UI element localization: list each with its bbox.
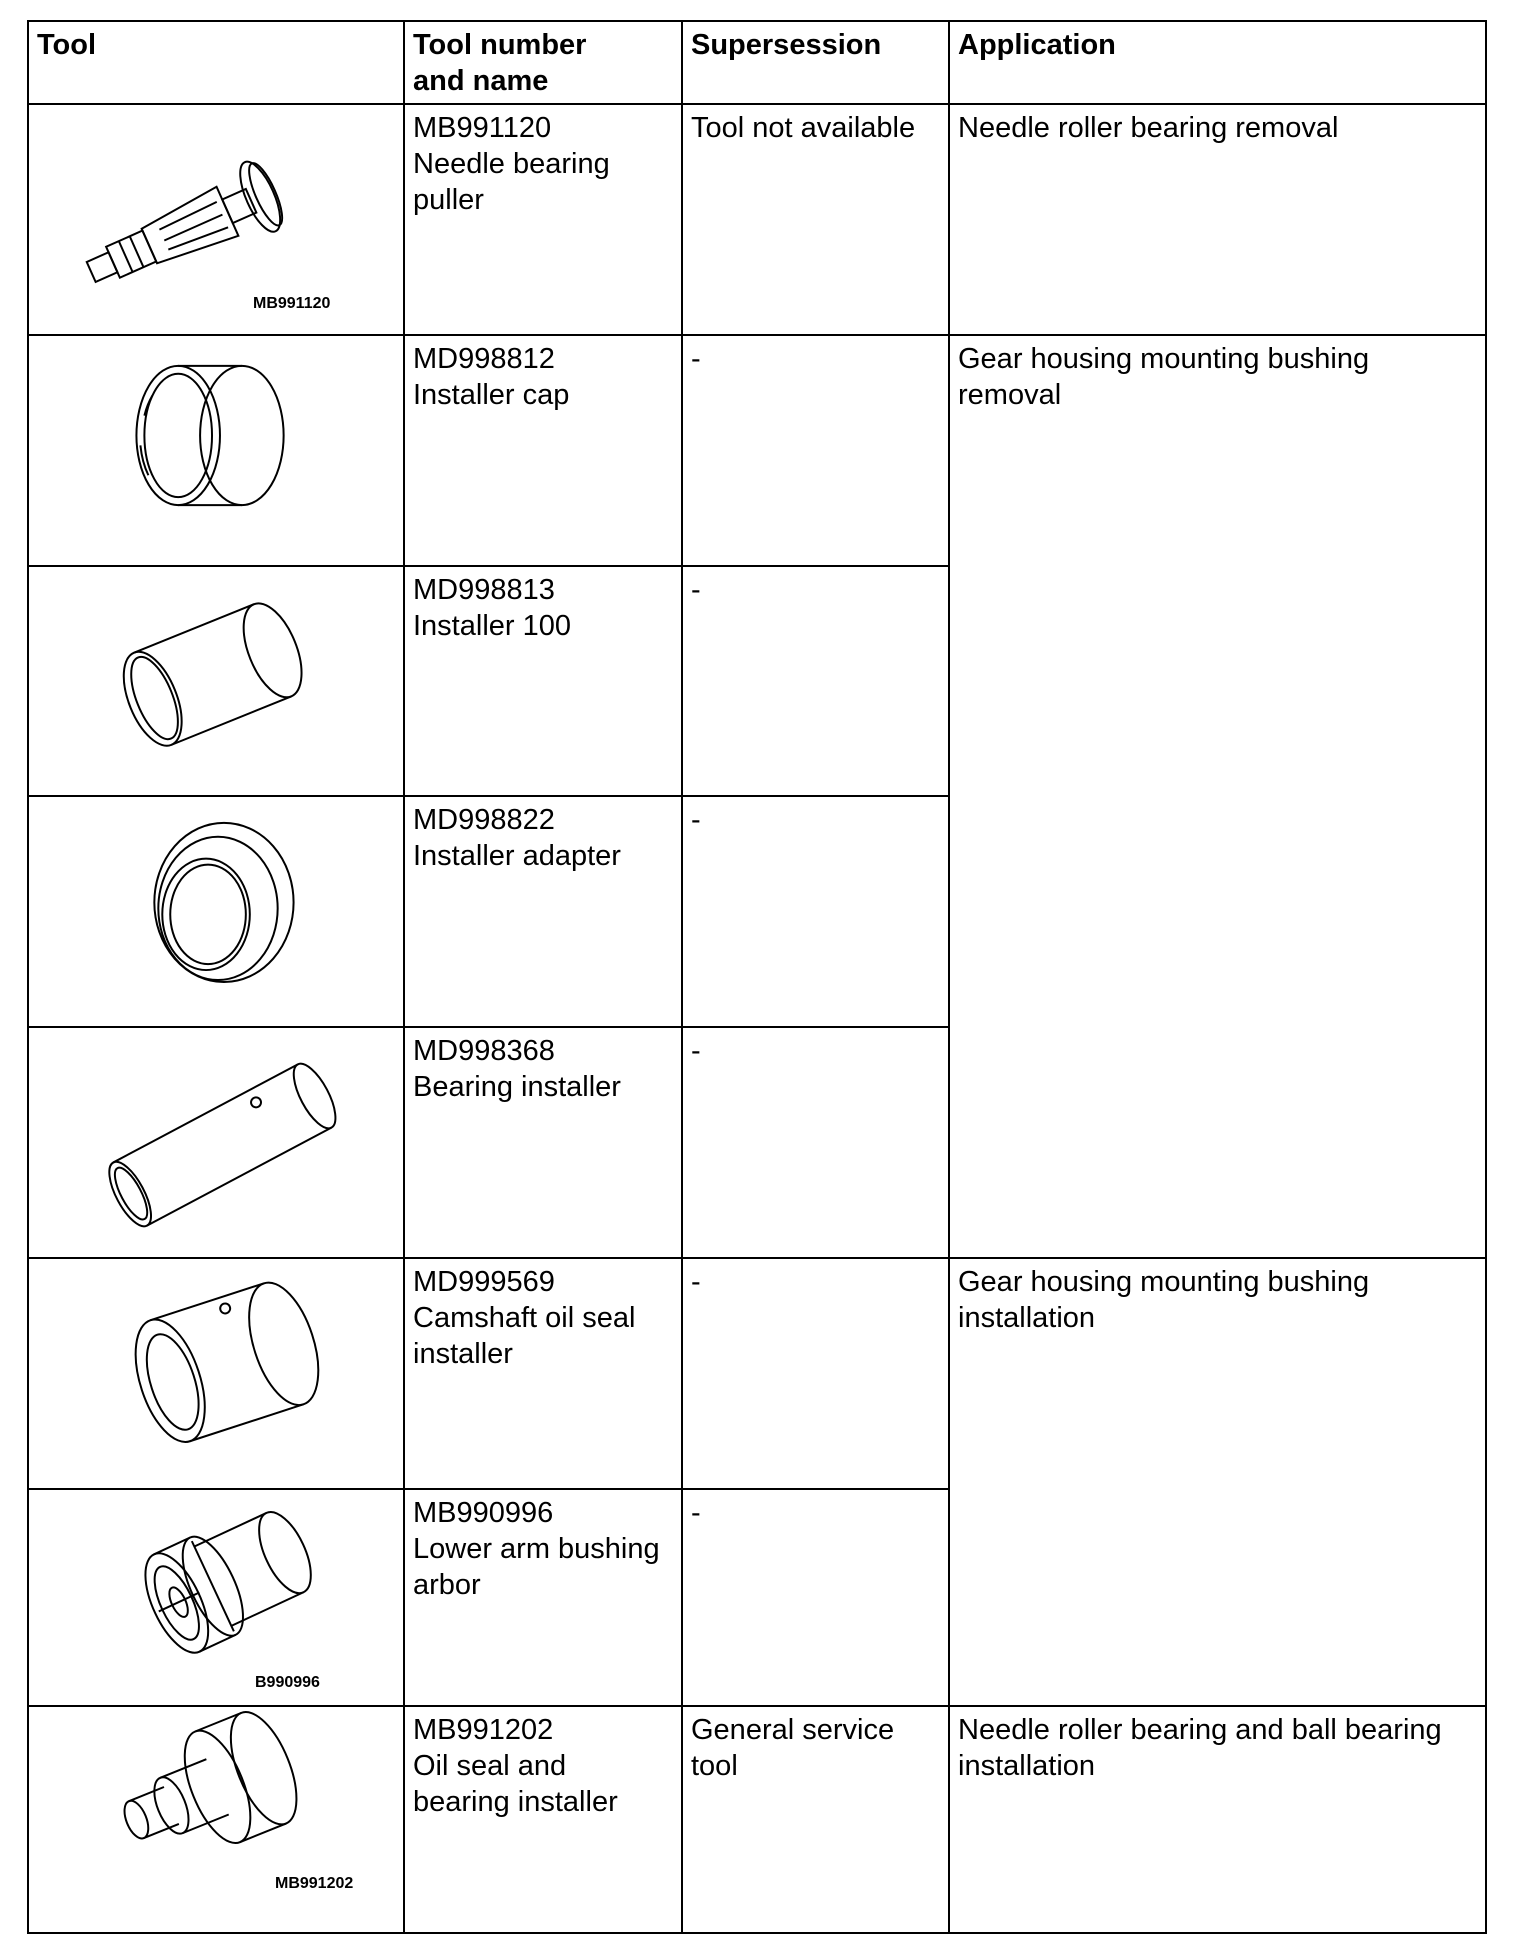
installer-100-icon [29,567,403,796]
needle-bearing-puller-icon [29,105,403,334]
tool-number-name: MB990996 Lower arm bushing arbor [404,1489,682,1707]
application-cell: Needle roller bearing removal [949,104,1486,335]
installer-cap-icon [29,336,403,565]
installer-adapter-icon [29,797,403,1026]
header-supersession: Supersession [682,21,949,104]
image-code-label: MB991120 [253,295,331,312]
oil-seal-bearing-installer-icon [29,1707,403,1932]
tool-image-cell [28,1706,404,1933]
supersession-cell: Tool not available [682,104,949,335]
tool-image-cell [28,104,404,335]
tool-number-name: MB991120 Needle bearing puller [404,104,682,335]
supersession-cell: - [682,566,949,797]
table-row [28,1706,1486,1933]
supersession-cell: - [682,1258,949,1489]
supersession-cell: - [682,1027,949,1258]
tool-number-name: MD999569 Camshaft oil seal installer [404,1258,682,1489]
application-cell: Gear housing mounting bushing installation [949,1258,1486,1707]
application-cell: Gear housing mounting bushing removal [949,335,1486,1258]
table-row [28,335,1486,566]
lower-arm-bushing-arbor-icon [29,1490,403,1706]
header-application: Application [949,21,1486,104]
camshaft-oil-seal-installer-icon [29,1259,403,1488]
tool-image-cell [28,566,404,797]
header-tool: Tool [28,21,404,104]
tool-image-cell [28,1258,404,1489]
tool-number-name: MD998812 Installer cap [404,335,682,566]
tool-image-cell [28,335,404,566]
tool-number-name: MD998368 Bearing installer [404,1027,682,1258]
bearing-installer-icon [29,1028,403,1257]
tool-number-name: MD998822 Installer adapter [404,796,682,1027]
tool-number-name: MB991202 Oil seal and bearing installer [404,1706,682,1933]
tool-image-cell [28,1489,404,1707]
supersession-cell: - [682,335,949,566]
supersession-cell: - [682,796,949,1027]
application-cell: Needle roller bearing and ball bearing installation [949,1706,1486,1933]
tool-image-cell [28,796,404,1027]
tool-image-cell [28,1027,404,1258]
header-number-name: Tool number and name [404,21,682,104]
header-row [28,21,1486,104]
table-row [28,104,1486,335]
supersession-cell: - [682,1489,949,1707]
image-code-label: MB991202 [275,1875,354,1893]
image-code-label: B990996 [255,1673,320,1691]
special-tools-table [27,20,1487,1934]
supersession-cell: General service tool [682,1706,949,1933]
tool-number-name: MD998813 Installer 100 [404,566,682,797]
table-row [28,1258,1486,1489]
